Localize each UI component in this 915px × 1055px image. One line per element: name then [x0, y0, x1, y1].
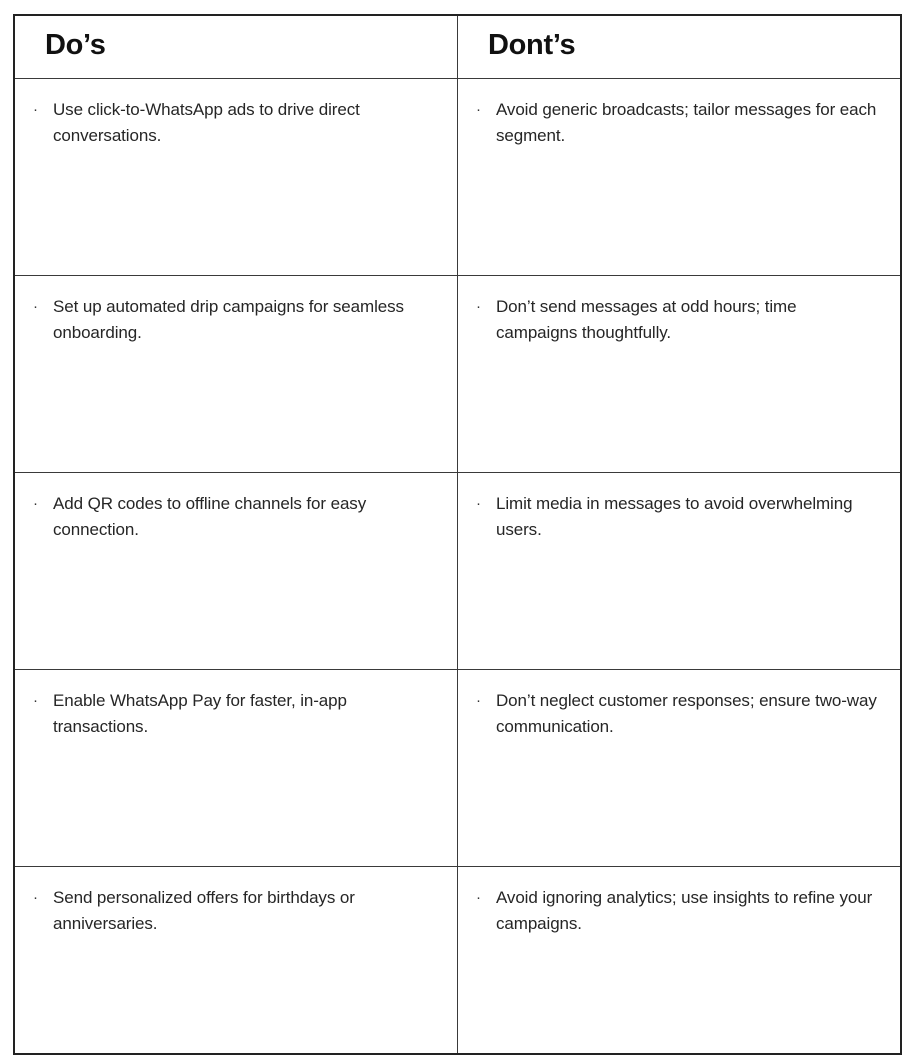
- cell-donts-1: [458, 79, 902, 276]
- list-item-text: Send personalized offers for birthdays or anniversaries.: [53, 888, 355, 933]
- list-item-text: Don’t neglect customer responses; ensure two-way communication.: [496, 691, 877, 736]
- list-item-text: Set up automated drip campaigns for seamless onboarding.: [53, 297, 404, 342]
- bullet-icon: ·: [33, 298, 38, 315]
- cell-donts-2: [458, 276, 902, 473]
- list-item: [472, 97, 878, 149]
- list-item: [29, 491, 435, 543]
- list-item: [472, 491, 878, 543]
- bullet-icon: ·: [476, 889, 481, 906]
- table-body: [14, 79, 901, 1055]
- bullet-icon: ·: [33, 889, 38, 906]
- table-row: [14, 867, 901, 1055]
- table-row: [14, 473, 901, 670]
- bullet-icon: ·: [33, 692, 38, 709]
- cell-dos-4: [14, 670, 458, 867]
- column-header-donts: [458, 15, 902, 79]
- column-header-donts-label: Dont’s: [488, 28, 576, 61]
- list-item-text: Avoid ignoring analytics; use insights to refine your campaigns.: [496, 888, 873, 933]
- table-header: [14, 15, 901, 79]
- table-row: [14, 276, 901, 473]
- table-row: [14, 670, 901, 867]
- bullet-icon: ·: [33, 495, 38, 512]
- list-item-text: Don’t send messages at odd hours; time campaigns thoughtfully.: [496, 297, 797, 342]
- dos-donts-table: [13, 14, 902, 1055]
- list-item: [472, 885, 878, 937]
- list-item-text: Add QR codes to offline channels for easy connection.: [53, 494, 367, 539]
- list-item: [29, 885, 435, 937]
- list-item-text: Use click-to-WhatsApp ads to drive direct conversations.: [53, 100, 360, 145]
- bullet-icon: ·: [476, 692, 481, 709]
- list-item: [29, 688, 435, 740]
- bullet-icon: ·: [476, 101, 481, 118]
- table-row: [14, 79, 901, 276]
- cell-donts-4: [458, 670, 902, 867]
- list-item: [29, 97, 435, 149]
- bullet-icon: ·: [476, 495, 481, 512]
- list-item-text: Enable WhatsApp Pay for faster, in-app transactions.: [53, 691, 347, 736]
- cell-dos-1: [14, 79, 458, 276]
- table-header-row: [14, 15, 901, 79]
- bullet-icon: ·: [33, 101, 38, 118]
- list-item: [472, 688, 878, 740]
- column-header-dos-label: Do’s: [45, 28, 106, 61]
- cell-dos-3: [14, 473, 458, 670]
- cell-dos-5: [14, 867, 458, 1055]
- cell-dos-2: [14, 276, 458, 473]
- bullet-icon: ·: [476, 298, 481, 315]
- list-item-text: Limit media in messages to avoid overwhelming users.: [496, 494, 853, 539]
- list-item-text: Avoid generic broadcasts; tailor messages for each segment.: [496, 100, 877, 145]
- list-item: [29, 294, 435, 346]
- cell-donts-3: [458, 473, 902, 670]
- cell-donts-5: [458, 867, 902, 1055]
- list-item: [472, 294, 878, 346]
- column-header-dos: [14, 15, 458, 79]
